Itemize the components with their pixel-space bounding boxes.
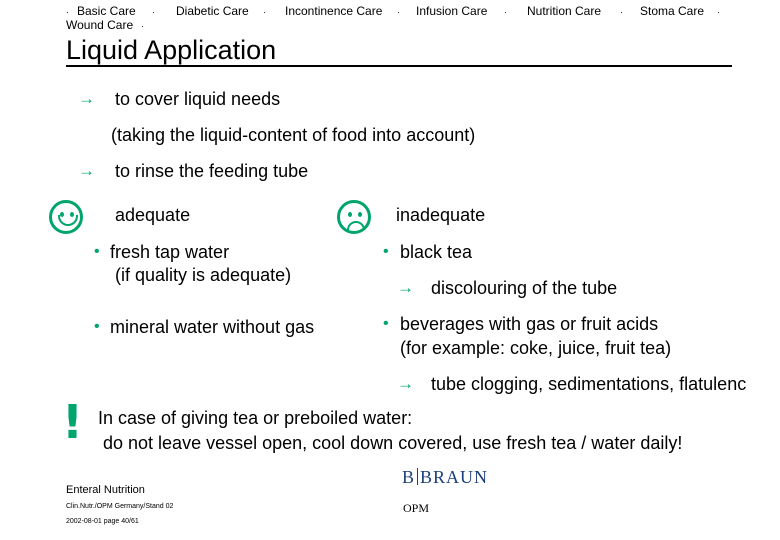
adequate-item-note: (if quality is adequate) [115,265,292,285]
nav-item-incontinence-care[interactable]: Incontinence Care [285,4,383,18]
footer-reference: Clin.Nutr./OPM Germany/Stand 02 [66,503,174,510]
purpose-text: to rinse the feeding tube [115,161,309,181]
nav-separator: · [66,7,69,17]
logo-text-left: B [402,467,416,487]
warning-text: In case of giving tea or preboiled water: [98,408,413,428]
nav-item-basic-care[interactable]: Basic Care [77,4,136,18]
nav-separator: · [620,7,623,17]
footer-section: Enteral Nutrition [66,484,145,496]
footer-date: 2002-08-01 page 40/61 [66,518,139,525]
logo-subtitle: OPM [403,501,430,515]
arrow-icon: → [397,374,414,393]
nav-item-stoma-care[interactable]: Stoma Care [640,4,705,18]
adequate-item: mineral water without gas [110,317,315,337]
purpose-text: to cover liquid needs [115,89,281,109]
inadequate-item-note: (for example: coke, juice, fruit tea) [400,338,672,358]
bullet-icon: • [94,243,100,260]
nav-separator: · [152,7,155,17]
adequate-item: fresh tap water [110,242,230,262]
title-divider [66,65,732,67]
inadequate-item: black tea [400,242,473,262]
braun-logo [402,467,488,488]
page-title: Liquid Application [66,35,277,65]
logo-text-right: BRAUN [420,467,489,487]
nav-separator: · [504,7,507,17]
nav-item-wound-care[interactable]: Wound Care [66,18,134,32]
inadequate-item: beverages with gas or fruit acids [400,314,659,334]
arrow-icon: → [78,89,95,108]
bullet-icon: • [383,243,389,260]
inadequate-consequence: tube clogging, sedimentations, flatulenc [431,374,747,394]
nav-item-nutrition-care[interactable]: Nutrition Care [527,4,602,18]
purpose-note: (taking the liquid-content of food into account) [111,125,476,145]
exclamation-icon: ! [62,395,83,449]
warning-text: do not leave vessel open, cool down covered, use fresh tea / water daily! [103,433,683,453]
inadequate-heading: inadequate [396,205,486,225]
nav-separator: · [397,7,400,17]
nav-item-diabetic-care[interactable]: Diabetic Care [176,4,249,18]
frown-icon [337,200,371,234]
arrow-icon: → [397,278,414,297]
logo-divider [417,468,418,485]
nav-separator: · [141,21,144,31]
nav-separator: · [263,7,266,17]
bullet-icon: • [383,315,389,332]
smiley-icon [49,200,83,234]
bullet-icon: • [94,318,100,335]
inadequate-consequence: discolouring of the tube [431,278,618,298]
arrow-icon: → [78,161,95,180]
nav-item-infusion-care[interactable]: Infusion Care [416,4,488,18]
adequate-heading: adequate [115,205,191,225]
nav-separator: · [717,7,720,17]
